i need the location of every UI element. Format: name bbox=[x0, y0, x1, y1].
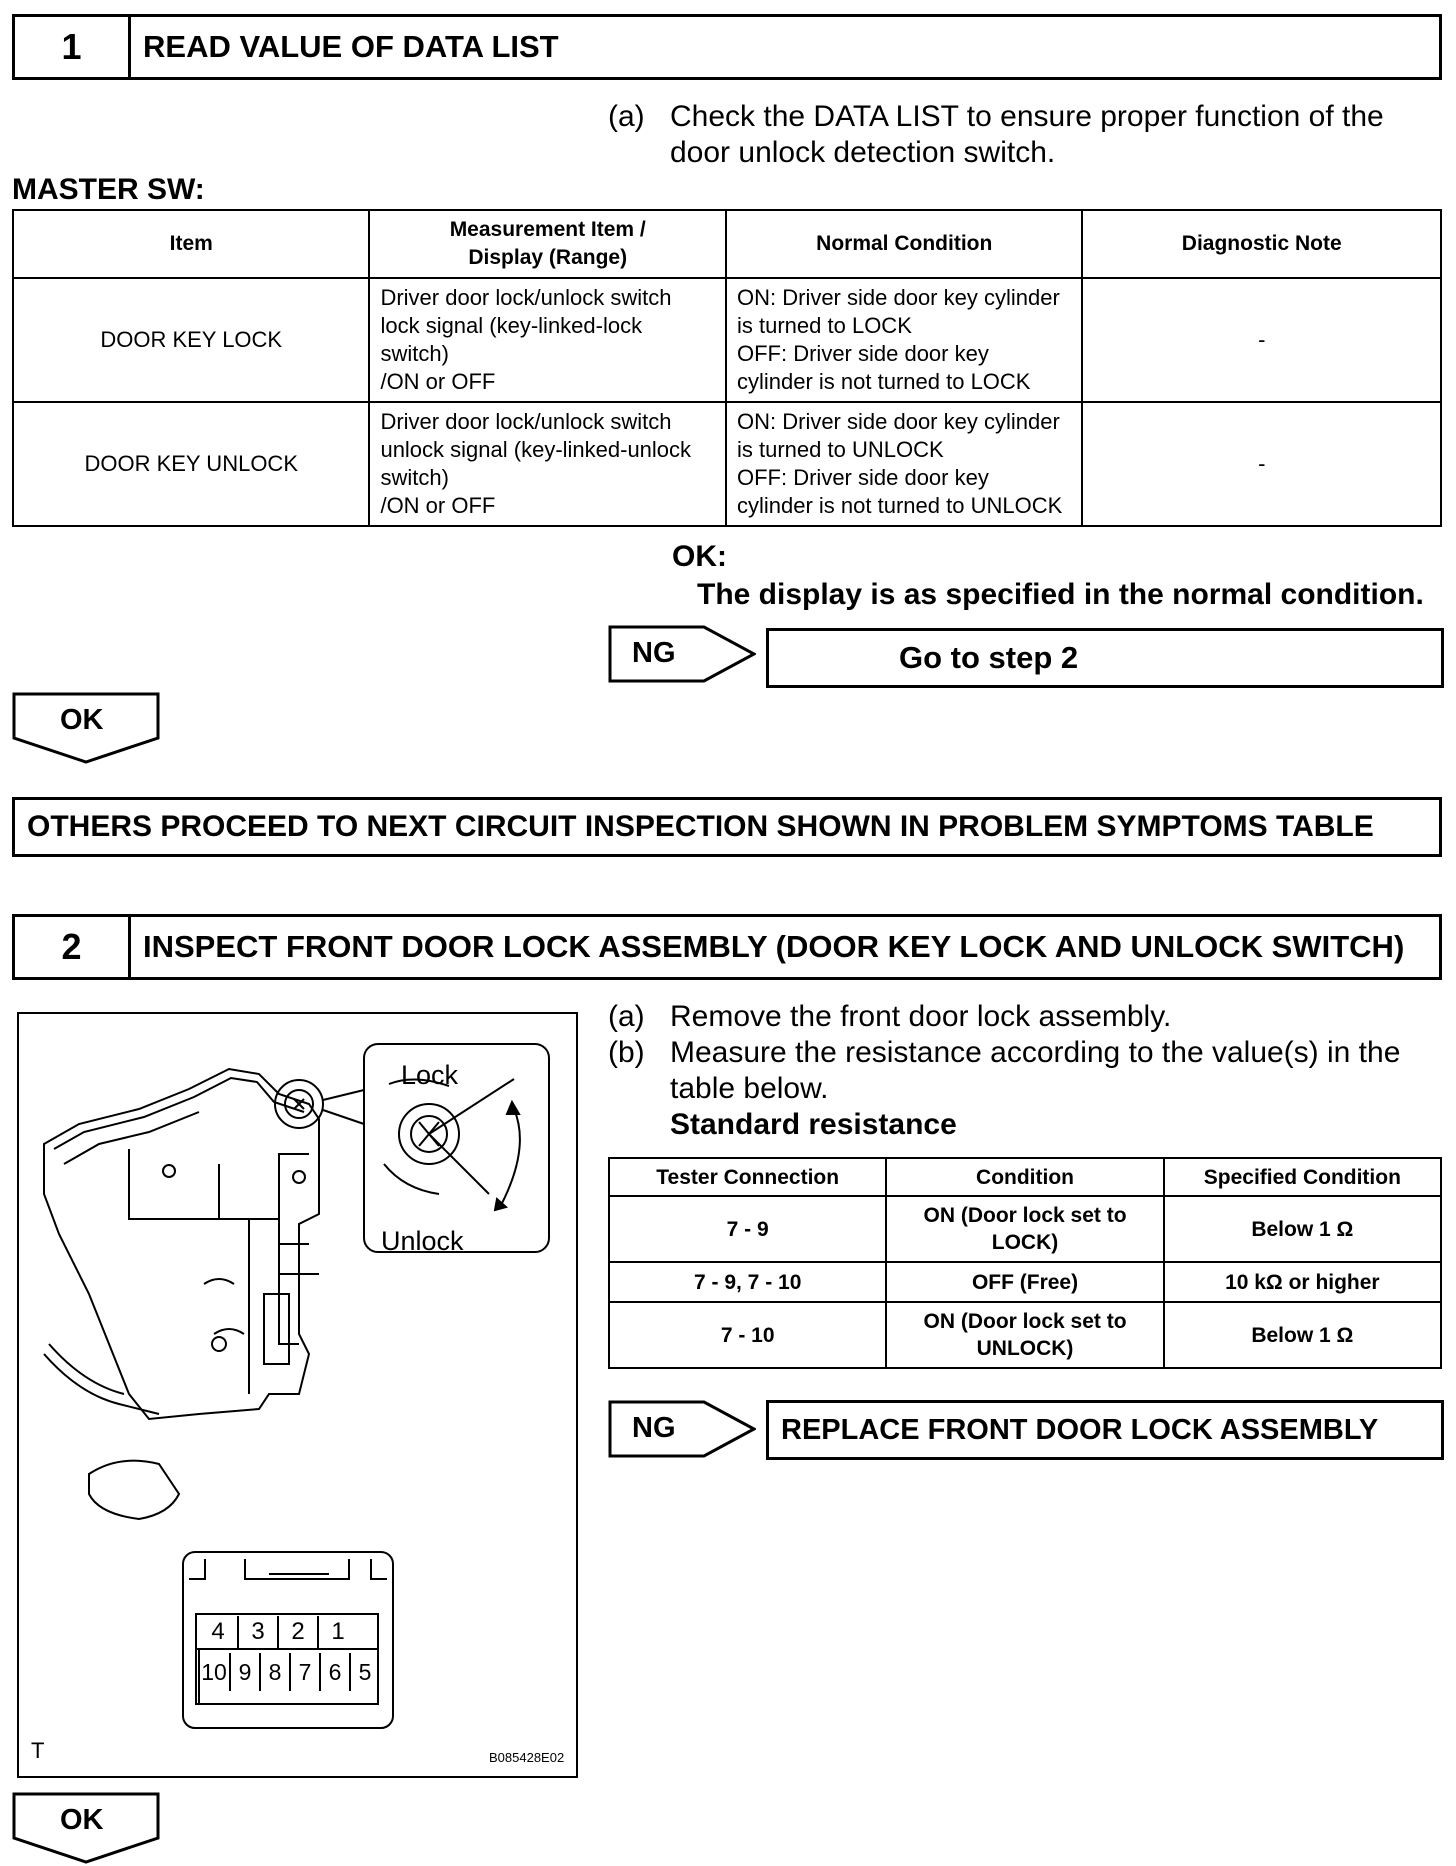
step1-instruction-line2: door unlock detection switch. bbox=[670, 136, 1056, 169]
header-measurement-l2: Display (Range) bbox=[468, 246, 628, 269]
table-row bbox=[609, 1196, 1441, 1262]
text-line: switch) bbox=[380, 341, 449, 366]
table-row bbox=[609, 1302, 1441, 1368]
ng-label-step2: NG bbox=[632, 1412, 676, 1444]
lock-label: Lock bbox=[401, 1060, 459, 1090]
ok-label: OK: bbox=[672, 540, 727, 573]
text-line: OFF: Driver side door key bbox=[737, 465, 989, 490]
text-line: OFF: Driver side door key bbox=[737, 341, 989, 366]
instr-b-label: (b) bbox=[608, 1036, 645, 1069]
step2-title: INSPECT FRONT DOOR LOCK ASSEMBLY (DOOR KEY LOCK AND UNLOCK SWITCH) bbox=[143, 929, 1405, 964]
header-measurement-l1: Measurement Item / bbox=[449, 218, 646, 241]
data-list-header-row bbox=[13, 210, 1441, 278]
step1-title: READ VALUE OF DATA LIST bbox=[143, 29, 559, 64]
row-spec: Below 1 Ω bbox=[1164, 1196, 1441, 1262]
pin-label: 3 bbox=[238, 1616, 278, 1648]
step2-instructions bbox=[608, 999, 1448, 1149]
pin-label: 1 bbox=[331, 1618, 345, 1645]
text-line: Driver door lock/unlock switch bbox=[380, 409, 672, 434]
text-line: Driver door lock/unlock switch bbox=[380, 285, 672, 310]
pin-label: 5 bbox=[358, 1658, 372, 1685]
pin-label: 6 bbox=[320, 1653, 350, 1691]
header-normal: Normal Condition bbox=[726, 210, 1082, 278]
text-line: cylinder is not turned to UNLOCK bbox=[737, 493, 1063, 518]
row-item: DOOR KEY UNLOCK bbox=[13, 402, 369, 526]
text-line: /ON or OFF bbox=[380, 369, 496, 394]
header-note: Diagnostic Note bbox=[1082, 210, 1441, 278]
text-line: ON (Door lock set to bbox=[923, 1310, 1127, 1333]
instr-a-text: Remove the front door lock assembly. bbox=[670, 1000, 1172, 1033]
row-item: DOOR KEY LOCK bbox=[13, 278, 369, 402]
connector-top-row bbox=[199, 1616, 357, 1648]
instr-b-line2: table below. bbox=[670, 1072, 829, 1105]
text-line: cylinder is not turned to LOCK bbox=[737, 369, 1031, 394]
replace-door-lock-text: REPLACE FRONT DOOR LOCK ASSEMBLY bbox=[781, 1413, 1379, 1446]
row-connection: 7 - 9, 7 - 10 bbox=[609, 1262, 886, 1302]
header-condition: Condition bbox=[886, 1158, 1163, 1196]
pin-label: 8 bbox=[260, 1653, 290, 1691]
table-row bbox=[609, 1262, 1441, 1302]
text-line: is turned to LOCK bbox=[737, 313, 912, 338]
ok-condition-text: The display is as specified in the normal condition. bbox=[697, 578, 1424, 611]
instr-a-label: (a) bbox=[608, 1000, 645, 1033]
text-line: ON: Driver side door key cylinder bbox=[737, 409, 1060, 434]
row-note: - bbox=[1082, 278, 1441, 402]
step1-header bbox=[12, 14, 1442, 80]
step1-number: 1 bbox=[15, 17, 131, 77]
row-measurement bbox=[369, 278, 726, 402]
ng-arrow-step1 bbox=[608, 625, 756, 683]
row-condition: OFF (Free) bbox=[886, 1262, 1163, 1302]
data-list-caption: MASTER SW: bbox=[12, 173, 205, 206]
figure-code: B085428E02 bbox=[489, 1750, 565, 1765]
step2-header bbox=[12, 914, 1442, 980]
row-spec: Below 1 Ω bbox=[1164, 1302, 1441, 1368]
row-condition bbox=[886, 1302, 1163, 1368]
ok-arrow-step1-label: OK bbox=[60, 704, 104, 736]
data-list-table bbox=[12, 209, 1442, 527]
row-condition bbox=[886, 1196, 1163, 1262]
ok-arrow-step2-label: OK bbox=[60, 1804, 104, 1836]
row-note: - bbox=[1082, 402, 1441, 526]
text-line: is turned to UNLOCK bbox=[737, 437, 944, 462]
ng-arrow-step2 bbox=[608, 1400, 756, 1458]
go-to-step2-box bbox=[766, 628, 1444, 688]
row-normal bbox=[726, 402, 1082, 526]
pin-label: 9 bbox=[230, 1653, 260, 1691]
header-specified-condition: Specified Condition bbox=[1164, 1158, 1441, 1196]
text-line: LOCK) bbox=[991, 1231, 1059, 1254]
text-line: unlock signal (key-linked-unlock bbox=[380, 437, 692, 462]
replace-door-lock-box bbox=[766, 1400, 1444, 1460]
row-normal bbox=[726, 278, 1082, 402]
door-lock-figure bbox=[17, 1012, 578, 1778]
ng-label-step1: NG bbox=[632, 637, 676, 669]
row-spec: 10 kΩ or higher bbox=[1164, 1262, 1441, 1302]
step1-instruction-line1: Check the DATA LIST to ensure proper function of the bbox=[670, 100, 1384, 133]
step2-number: 2 bbox=[15, 917, 131, 977]
pin-label: 4 bbox=[199, 1616, 238, 1648]
text-line: /ON or OFF bbox=[380, 493, 496, 518]
header-tester-connection: Tester Connection bbox=[609, 1158, 886, 1196]
resistance-header-row bbox=[609, 1158, 1441, 1196]
step1-instruction bbox=[608, 99, 1448, 179]
text-line: UNLOCK) bbox=[976, 1337, 1074, 1360]
header-item: Item bbox=[13, 210, 369, 278]
resistance-table bbox=[608, 1157, 1442, 1369]
connector-bottom-row bbox=[199, 1653, 379, 1691]
text-line: lock signal (key-linked-lock bbox=[380, 313, 643, 338]
instr-b-line1: Measure the resistance according to the value(s) in the bbox=[670, 1036, 1401, 1069]
step1-instruction-label: (a) bbox=[608, 100, 645, 133]
text-line: switch) bbox=[380, 465, 449, 490]
pin-label: 7 bbox=[290, 1653, 320, 1691]
table-row bbox=[13, 278, 1441, 402]
row-connection: 7 - 10 bbox=[609, 1302, 886, 1368]
text-line: ON: Driver side door key cylinder bbox=[737, 285, 1060, 310]
text-line: ON (Door lock set to bbox=[923, 1204, 1127, 1227]
table-row bbox=[13, 402, 1441, 526]
row-connection: 7 - 9 bbox=[609, 1196, 886, 1262]
figure-corner-label: T bbox=[31, 1738, 45, 1763]
others-proceed-box bbox=[12, 797, 1442, 857]
pin-label: 10 bbox=[199, 1653, 230, 1691]
go-to-step2-text: Go to step 2 bbox=[899, 640, 1079, 675]
pin-label: 2 bbox=[278, 1616, 318, 1648]
row-measurement bbox=[369, 402, 726, 526]
header-measurement bbox=[369, 210, 726, 278]
standard-resistance-heading: Standard resistance bbox=[670, 1108, 957, 1141]
others-proceed-text: OTHERS PROCEED TO NEXT CIRCUIT INSPECTION SHOWN IN PROBLEM SYMPTOMS TABLE bbox=[27, 810, 1374, 843]
unlock-label: Unlock bbox=[381, 1226, 464, 1256]
